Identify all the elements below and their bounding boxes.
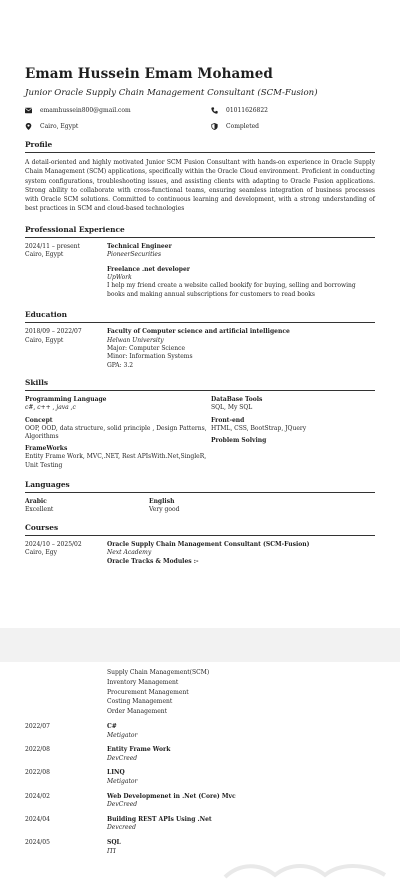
skill-group-title: Programming Language xyxy=(25,396,107,404)
experience-heading: Professional Experience xyxy=(25,225,375,238)
module-item: Supply Chain Management(SCM) xyxy=(107,669,210,676)
phone-text: 01011626822 xyxy=(226,107,268,114)
course-name: C# xyxy=(107,722,117,730)
course-org: Metigator xyxy=(107,731,138,739)
email-icon xyxy=(25,107,32,114)
minor-text: Minor: Information Systems xyxy=(107,353,193,361)
course-entry xyxy=(25,746,375,763)
gpa-text: GPA: 3.2 xyxy=(107,361,134,369)
entry-date: 2022/07 xyxy=(25,722,50,730)
module-item: Costing Management xyxy=(107,698,173,706)
skill-group-title: FrameWorks xyxy=(25,445,68,453)
entry-place: Cairo, Egypt xyxy=(25,251,64,259)
experience-entry xyxy=(25,266,375,300)
contact-info xyxy=(25,107,375,130)
entry-org: UpWork xyxy=(107,274,132,281)
course-name: Entity Frame Work xyxy=(107,746,171,754)
languages-section xyxy=(25,480,375,515)
military-status-item xyxy=(211,123,375,130)
entry-date: 2022/08 xyxy=(25,769,50,777)
entry-date: 2024/11 – present xyxy=(25,242,80,250)
languages-heading: Languages xyxy=(25,480,375,493)
courses-heading: Courses xyxy=(25,523,375,536)
profile-text: A detail-oriented and highly motivated Junior SCM Fusion Consultant with hands-on experience in Oracle Supply Chain Management (SCM) applications, specifically within the Oracle Cloud environment. Proficient in conducting system configurations, troubleshooting issues, and assisting clients with adapting to Oracle Fusion applications. Strong ability to collaborate with cross-functional teams, ensuring seamless integration of business processes with Oracle SCM solutions. Committed to continuous learning and development, with a strong understanding of best practices in SCM and cloud-based technologies xyxy=(25,159,375,213)
skill-group xyxy=(211,437,375,445)
course-org: Devcreed xyxy=(107,824,136,832)
skill-group-title: Concept xyxy=(25,416,53,424)
entry-date: 2024/04 xyxy=(25,815,50,823)
courses-section xyxy=(25,523,375,566)
course-name: LINQ xyxy=(107,769,125,777)
entry-org: PioneerSecurities xyxy=(107,251,162,259)
skill-group xyxy=(25,396,211,412)
course-org: Metigator xyxy=(107,777,138,785)
entry-date: 2022/08 xyxy=(25,746,50,754)
resume-page-2 xyxy=(0,662,400,889)
experience-entry xyxy=(25,243,375,260)
education-entry xyxy=(25,328,375,370)
profile-section xyxy=(25,140,375,214)
phone-icon xyxy=(211,107,218,114)
skill-group xyxy=(25,417,211,442)
entry-date: 2018/09 – 2022/07 xyxy=(25,328,82,336)
course-org: Next Academy xyxy=(107,549,152,557)
module-item: Inventory Management xyxy=(107,678,179,686)
location-pin-icon xyxy=(25,123,32,130)
course-entry xyxy=(25,839,375,856)
language-name: Arabic xyxy=(25,497,47,505)
degree-title: Faculty of Computer science and artificial intelligence xyxy=(107,328,290,336)
language-name: English xyxy=(149,497,175,505)
skill-group-values: Entity Frame Work, MVC,.NET, Rest APIsWith.Net,SingleR, Unit Testing xyxy=(25,453,207,469)
module-item: Procurement Management xyxy=(107,688,189,696)
course-org: DevCreed xyxy=(107,801,138,809)
course-entry xyxy=(25,769,375,786)
module-item: Order Management xyxy=(107,708,168,716)
entry-date: 2024/05 xyxy=(25,838,50,846)
entry-place: Cairo, Egy xyxy=(25,549,57,557)
skill-group xyxy=(211,396,375,412)
skill-group-values: c#, c++ , java ,c xyxy=(25,404,76,412)
education-section xyxy=(25,310,375,370)
entry-description: I help my friend create a website called bookify for buying, selling and borrowing books and making annual subscriptions for customers to read books xyxy=(107,282,356,298)
course-org: ITI xyxy=(107,847,116,855)
entry-role: Technical Engineer xyxy=(107,242,172,250)
entry-role: Freelance .net developer xyxy=(107,265,190,273)
language-item xyxy=(149,498,375,515)
email-item[interactable] xyxy=(25,107,211,114)
shield-icon xyxy=(211,123,218,130)
watermark-logo xyxy=(220,857,390,883)
skill-group xyxy=(211,417,375,433)
skill-group xyxy=(25,445,211,470)
language-level: Very good xyxy=(149,506,180,514)
course-entry xyxy=(25,723,375,740)
skills-section xyxy=(25,378,375,474)
course-org: DevCreed xyxy=(107,754,138,762)
entry-place: Cairo, Egypt xyxy=(25,336,64,344)
job-title: Junior Oracle Supply Chain Management Consultant (SCM-Fusion) xyxy=(25,88,318,98)
profile-heading: Profile xyxy=(25,140,375,153)
entry-date: 2024/02 xyxy=(25,792,50,800)
location-text: Cairo, Egypt xyxy=(40,123,79,130)
school-name: Helwan University xyxy=(107,336,164,344)
skill-group-title: Front-end xyxy=(211,416,245,424)
location-item xyxy=(25,123,211,130)
email-text: emamhussein800@gmail.com xyxy=(40,107,131,114)
entry-date: 2024/10 – 2025/02 xyxy=(25,540,82,548)
course-name: SQL xyxy=(107,838,121,846)
candidate-name: Emam Hussein Emam Mohamed xyxy=(25,66,273,82)
page-separator xyxy=(0,628,400,662)
skill-group-title: Problem Solving xyxy=(211,437,267,445)
language-item xyxy=(25,498,149,515)
course-entry xyxy=(25,793,375,810)
education-heading: Education xyxy=(25,310,375,323)
skill-group-values: HTML, CSS, BootStrap, JQuery xyxy=(211,424,307,432)
language-level: Excellent xyxy=(25,506,54,514)
skill-group-values: OOP, OOD, data structure, solid principle , Design Patterns, Algorithms xyxy=(25,424,207,441)
course-entry xyxy=(25,541,375,566)
course-name: Web Developmenet in .Net (Core) Mvc xyxy=(107,792,236,800)
skill-group-title: DataBase Tools xyxy=(211,396,263,404)
experience-section xyxy=(25,225,375,299)
skills-heading: Skills xyxy=(25,378,375,391)
major-text: Major: Computer Science xyxy=(107,345,186,353)
phone-item[interactable] xyxy=(211,107,375,114)
course-entry xyxy=(25,816,375,833)
skill-group-values: SQL, My SQL xyxy=(211,404,253,412)
course-name: Oracle Supply Chain Management Consultant (SCM-Fusion) xyxy=(107,540,310,548)
military-status-text: Completed xyxy=(226,123,260,130)
modules-title: Oracle Tracks & Modules :- xyxy=(107,557,199,565)
modules-list xyxy=(107,662,375,717)
course-name: Building REST APIs Using .Net xyxy=(107,815,212,823)
